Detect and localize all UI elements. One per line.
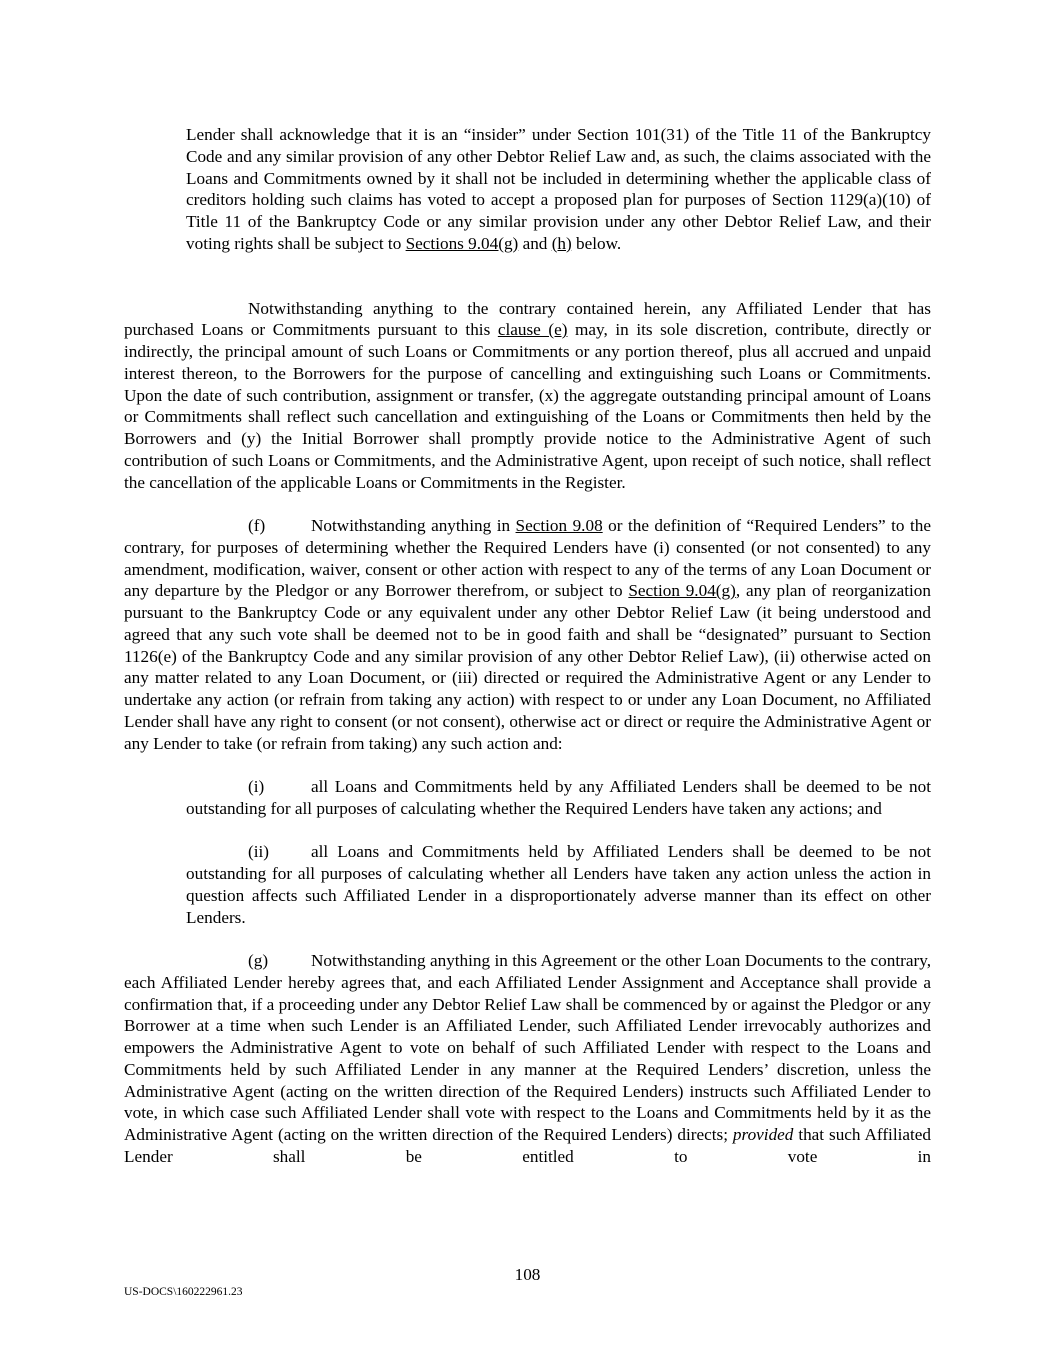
text: Notwithstanding anything in this Agreement or the other Loan Documents to the contrary, each Affiliated Lender hereby agrees that, and each Affiliated Lender Assignment and Acceptance shall provide a confirmation that, if a proceeding under any Debtor Relief Law shall be commenced by or against the Pledgor or any Borrower at a time when such Lender is an Affiliated Lender, such Affiliated Lender irrevocably authorizes and empowers the Administrative Agent to vote on behalf of such Affiliated Lender with respect to the Loans and Commitments held by such Affiliated Lender in any manner at the Required Lenders’ discretion, unless the Administrative Agent (acting on the written direction of the Required Lenders) instructs such Affiliated Lender to vote, in which case such Affiliated Lender shall vote with respect to the Loans and Commitments held by it as the Administrative Agent (acting on the written direction of the Required Lenders) directs; xyxy=(124,951,931,1144)
cross-reference-link: Sections 9.04(g) xyxy=(405,233,519,253)
clause-label: (g) xyxy=(248,951,269,970)
paragraph-insider xyxy=(186,124,931,255)
text: and xyxy=(518,233,552,253)
paragraph-ii xyxy=(186,841,931,928)
cross-reference-link: (h) xyxy=(551,233,572,253)
text: , any plan of reorganization pursuant to the Bankruptcy Code or any equivalent under any other Debtor Relief Law (it being understood and agreed that any such vote shall be deemed not to be in good faith and shall be “designated” pursuant to Section 1126(e) of the Bankruptcy Code and any similar provision of any other Debtor Relief Law), (ii) otherwise acted on any matter related to any Loan Document, or (iii) directed or required the Administrative Agent or any Lender to undertake any action (or refrain from taking any action) with respect to or under any Loan Document, no Affiliated Lender shall have any right to consent (or not consent), otherwise act or direct or require the Administrative Agent or any Lender to take (or refrain from taking) any such action and: xyxy=(124,581,931,753)
cross-reference-link: Section 9.08 xyxy=(515,516,603,535)
emphasis-text: provided xyxy=(732,1125,794,1144)
text: all Loans and Commitments held by Affiliated Lenders shall be deemed to be not outstanding for all purposes of calculating whether all Lenders have taken any action unless the action in question affects such Affiliated Lender in a disproportionately adverse manner than its effect on other Lenders. xyxy=(186,842,931,927)
text: may, in its sole discretion, contribute, directly or indirectly, the principal amount of such Loans or Commitments or any portion thereof, plus all accrued and unpaid interest thereon, to the Borrowers for the purpose of cancelling and extinguishing such Loans or Commitments. Upon the date of such contribution, assignment or transfer, (x) the aggregate outstanding principal amount of Loans or Commitments shall reflect such cancellation and extinguishing of the Loans or Commitments then held by the Borrowers and (y) the Initial Borrower shall promptly provide notice to the Administrative Agent of such contribution of such Loans or Commitments, and the Administrative Agent, upon receipt of such notice, shall reflect the cancellation of the applicable Loans or Commitments in the Register. xyxy=(124,320,931,492)
page-number: 108 xyxy=(514,1265,541,1284)
document-id: US-DOCS\160222961.23 xyxy=(124,1286,243,1298)
text: that such Affiliated Lender shall be entitled to vote in xyxy=(124,1125,931,1166)
clause-label: (f) xyxy=(248,516,266,535)
paragraph-f xyxy=(124,515,931,754)
paragraph-g xyxy=(124,950,931,1168)
text: Lender shall acknowledge that it is an “insider” under Section 101(31) of the Title 11 of the Bankruptcy Code and any similar provision of any other Debtor Relief Law and, as such, the claims associated with the Loans and Commitments owned by it shall not be included in determining whether the applicable class of creditors holding such claims has voted to accept a proposed plan for purposes of Section 1129(a)(10) of Title 11 of the Bankruptcy Code or any similar provision under any other Debtor Relief Law, and their voting rights shall be subject to xyxy=(186,125,931,253)
text: Notwithstanding anything to the contrary contained herein, any Affiliated Lender that has purchased Loans or Commitments pursuant to this xyxy=(124,298,931,340)
clause-label: (i) xyxy=(248,777,265,796)
cross-reference-link: Section 9.04(g) xyxy=(628,581,736,601)
text: all Loans and Commitments held by any Affiliated Lenders shall be deemed to be not outstanding for all purposes of calculating whether the Required Lenders have taken any actions; and xyxy=(186,777,931,818)
paragraph-i xyxy=(186,776,931,820)
cross-reference-link: clause (e) xyxy=(497,320,568,340)
document-page xyxy=(124,124,931,1168)
text: or the definition of “Required Lenders” to the contrary, for purposes of determining whether the Required Lenders have (i) consented (or not consented) to any amendment, modification, waiver, consent or other action with respect to any of the terms of any Loan Document or any departure by the Pledgor or any Borrower therefrom, or subject to xyxy=(124,516,931,601)
text: Notwithstanding anything in xyxy=(311,516,516,535)
paragraph-contribution xyxy=(124,298,931,494)
clause-label: (ii) xyxy=(248,842,269,862)
text: below. xyxy=(571,233,622,253)
